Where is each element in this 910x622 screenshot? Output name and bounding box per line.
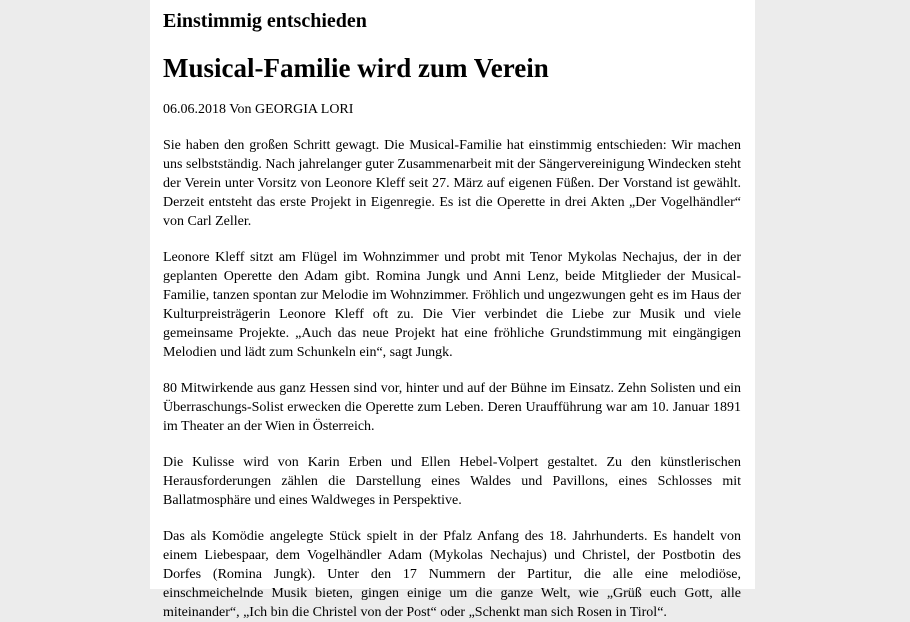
article-paragraph: Die Kulisse wird von Karin Erben und Ellen Hebel-Volpert gestaltet. Zu den künstlerischen Herausforderungen zählen die Darstellung eines Waldes und Pavillons, eines Schlosses mit Ballatmosphäre und eines Waldweges in Perspektive. bbox=[163, 455, 741, 508]
article-paragraph: Leonore Kleff sitzt am Flügel im Wohnzimmer und probt mit Tenor Mykolas Nechajus, der in der geplanten Operette den Adam gibt. Romina Jungk und Anni Lenz, beide Mitglieder der Musical-Familie, tanzen spontan zur Melodie im Wohnzimmer. Fröhlich und ungezwungen geht es im Haus der Kulturpreisträgerin Leonore Kleff oft zu. Die Vier verbindet die Liebe zur Musik und viele gemeinsame Projekte. „Auch das neue Projekt hat eine fröhliche Grundstimmung mit eingängigen Melodien und lädt zum Schunkeln ein“, sagt Jungk. bbox=[163, 250, 741, 360]
article-kicker: Einstimmig entschieden bbox=[163, 10, 367, 32]
article-content bbox=[163, 7, 741, 622]
article-paragraph: 80 Mitwirkende aus ganz Hessen sind vor, hinter und auf der Bühne im Einsatz. Zehn Solisten und ein Überraschungs-Solist erwecken die Operette zum Leben. Deren Uraufführung war am 10. Januar 1891 im Theater an der Wien in Österreich. bbox=[163, 381, 741, 434]
article-headline: Musical-Familie wird zum Verein bbox=[163, 53, 549, 83]
article-paragraph: Das als Komödie angelegte Stück spielt in der Pfalz Anfang des 18. Jahrhunderts. Es handelt von einem Liebespaar, dem Vogelhändler Adam (Mykolas Nechajus) und Christel, der Postbotin des Dorfes (Romina Jungk). Unter den 17 Nummern der Partitur, die alle eine melodiöse, einschmeichelnde Musik bieten, gingen einige um die ganze Welt, wie „Grüß euch Gott, alle miteinander“, „Ich bin die Christel von der Post“ oder „Schenkt man sich Rosen in Tirol“. bbox=[163, 529, 741, 620]
article-page bbox=[150, 0, 755, 620]
article-byline: 06.06.2018 Von GEORGIA LORI bbox=[163, 102, 354, 117]
article-paragraph: Sie haben den großen Schritt gewagt. Die Musical-Familie hat einstimmig entschieden: Wir machen uns selbstständig. Nach jahrelanger guter Zusammenarbeit mit der Sängervereinigung Windecken steht der Verein unter Vorsitz von Leonore Kleff seit 27. März auf eigenen Füßen. Der Vorstand ist gewählt. Derzeit entsteht das erste Projekt in Eigenregie. Es ist die Operette in drei Akten „Der Vogelhändler“ von Carl Zeller. bbox=[163, 138, 741, 229]
